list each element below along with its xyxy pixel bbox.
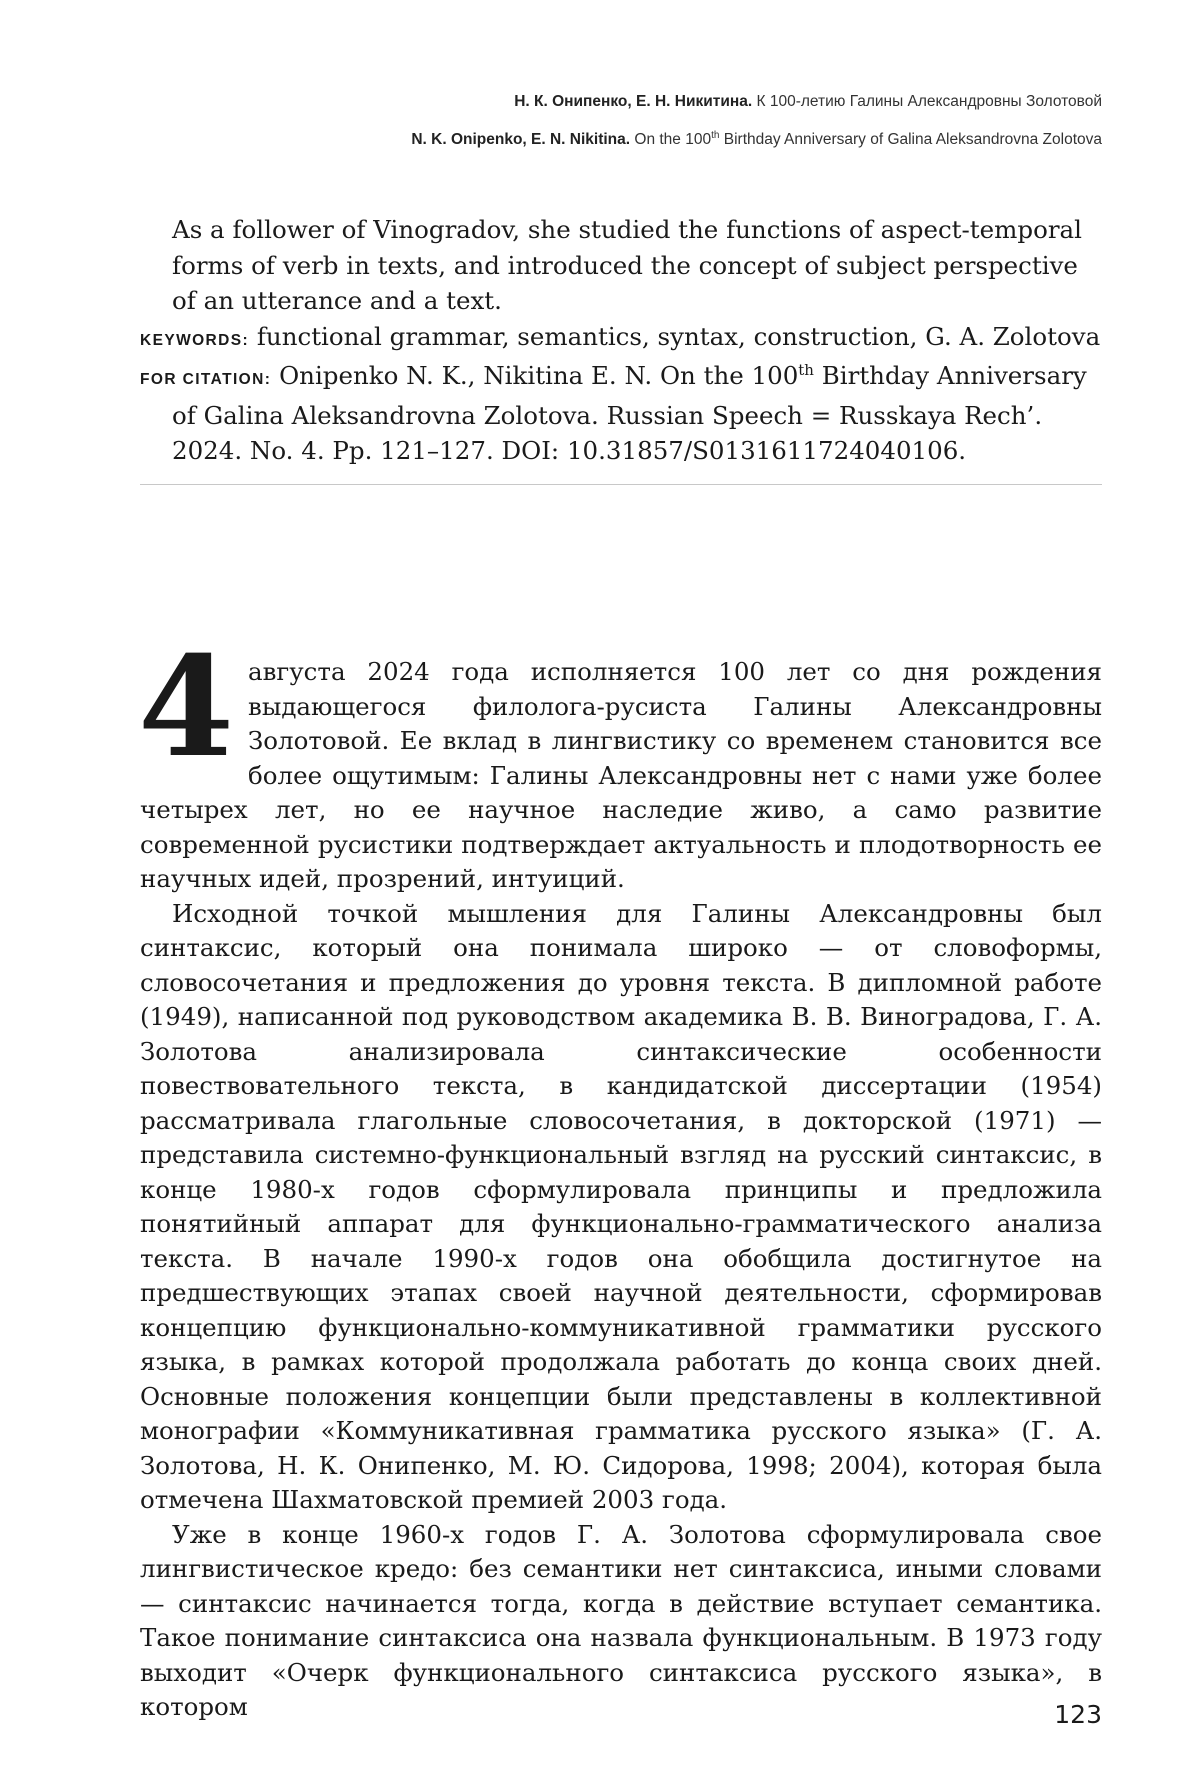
running-head-ru: [514, 93, 1102, 111]
paragraph-1: [138, 625, 1102, 897]
paragraph-3: Уже в конце 1960-х годов Г. А. Золотова сформулировала свое лингвистическое кредо: без семантики нет синтаксиса, иными словами — синтаксис начинается тогда, когда в действие вступает семантика. Такое понимание синтаксиса она назвала функциональным. В 1973 году выходит «Очерк функционального синтаксиса русского языка», в котором: [140, 1519, 1102, 1721]
running-head-ru-title: К 100-летию Галины Александровны Золотовой: [756, 93, 1102, 110]
running-head-en-title-sup: th: [711, 130, 720, 141]
running-head-ru-authors: Н. К. Онипенко, Е. Н. Никитина.: [514, 93, 753, 110]
paragraph-2: Исходной точкой мышления для Галины Александровны был синтаксис, который она понимала широко — от словоформы, словосочетания и предложения до уровня текста. В дипломной работе (1949), написанной под руководством академика В. В. Виноградова, Г. А. Золотова анализировала синтаксические особенности повествовательного текста, в кандидатской диссертации (1954) рассматривала глагольные словосочетания, в докторской (1971) — представила системно-функциональный взгляд на русский синтаксис, в конце 1980-х годов сформулировала принципы и предложила понятийный аппарат для функционально-грамматического анализа текста. В начале 1990-х годов она обобщила достигнутое на предшествующих этапах своей научной деятельности, сформировав концепцию функционально-коммуникативной грамматики русского языка, в рамках которой продолжала работать до конца своих дней. Основные положения концепции были представлены в коллективной монографии «Коммуникативная грамматика русского языка» (Г. А. Золотова, Н. К. Онипенко, М. Ю. Сидорова, 1998; 2004), которая была отмечена Шахматовской премией 2003 года.: [140, 898, 1102, 1514]
citation-text-start: Onipenko N. K., Nikitina E. N. On the 100: [279, 361, 799, 390]
page-number: 123: [1054, 1700, 1102, 1729]
citation-text-end: Birthday Anniversary of Galina Aleksandrovna Zolotova. Russian Speech = Russkaya Rech’. 2024. No. 4. Pp. 121–127. DOI: 10.31857/S0131611724040106.: [172, 361, 1087, 465]
drop-cap: 4: [138, 625, 235, 788]
article-body: [138, 625, 1102, 1725]
keywords-text: functional grammar, semantics, syntax, construction, G. A. Zolotova: [256, 321, 1101, 351]
section-divider: [140, 484, 1102, 485]
running-head-en: [411, 130, 1102, 149]
running-head-en-title-start: On the 100: [634, 131, 712, 149]
citation-label: FOR CITATION:: [140, 371, 272, 388]
citation-text-sup: th: [798, 360, 814, 379]
abstract-block: [140, 212, 1102, 469]
paragraph-1-text: августа 2024 года исполняется 100 лет со дня рождения выдающегося филолога-русиста Галины Александровны Золотовой. Ее вклад в лингвистику со временем становится все более ощутимым: Галины Александровны нет с нами уже более четырех лет, но ее научное наследие живо, а само развитие современной русистики подтверждает актуальность и плодотворность ее научных идей, прозрений, интуиций.: [140, 657, 1102, 893]
citation-line: [140, 358, 1102, 469]
keywords-label: KEYWORDS:: [140, 331, 250, 349]
abstract-tail: As a follower of Vinogradov, she studied the functions of aspect-temporal forms of verb in texts, and introduced the concept of subject perspective of an utterance and a text.: [172, 215, 1082, 315]
running-head-en-authors: N. K. Onipenko, E. N. Nikitina.: [411, 131, 631, 149]
running-head-en-title-end: Birthday Anniversary of Galina Aleksandrovna Zolotova: [723, 131, 1102, 149]
keywords-line: [140, 319, 1102, 359]
